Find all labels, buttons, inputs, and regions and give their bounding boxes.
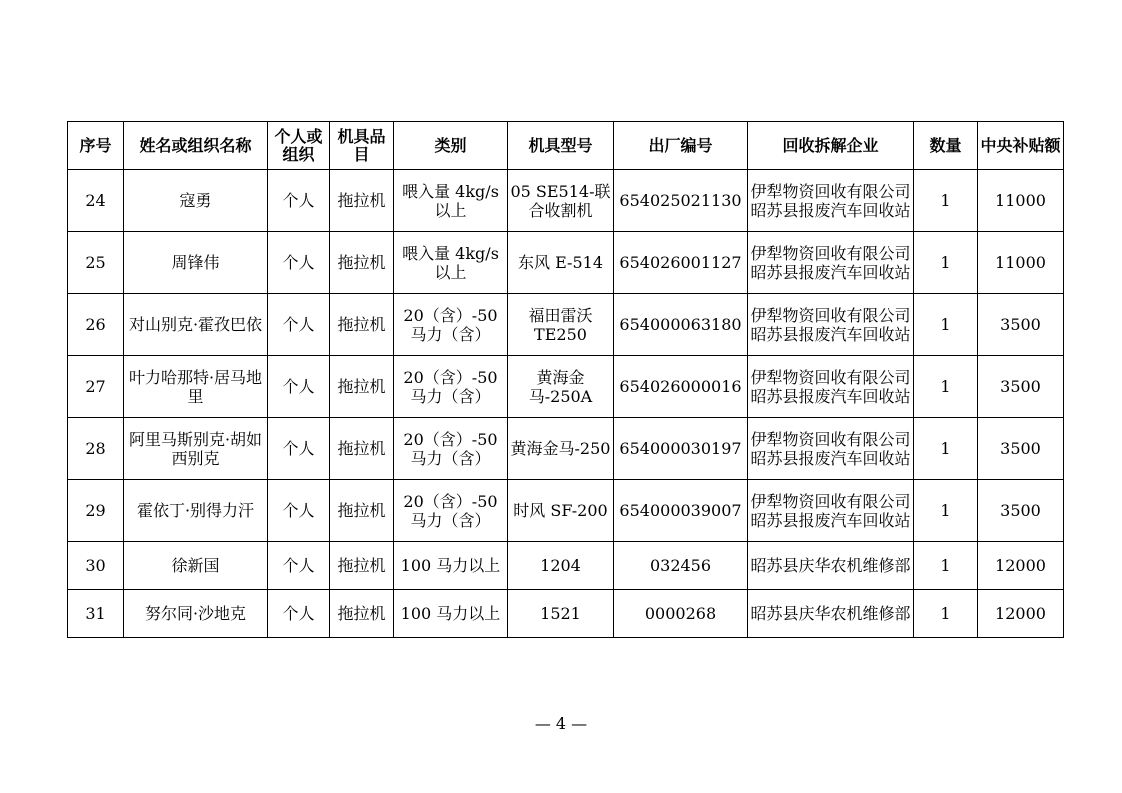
cell-name: 叶力哈那特·居马地里 [124, 356, 268, 418]
cell-qty: 1 [914, 590, 978, 638]
cell-category: 20（含）-50 马力（含） [394, 480, 508, 542]
cell-serial: 0000268 [614, 590, 748, 638]
cell-company: 伊犁物资回收有限公司昭苏县报废汽车回收站 [748, 418, 914, 480]
header-company: 回收拆解企业 [748, 122, 914, 170]
cell-category: 20（含）-50 马力（含） [394, 356, 508, 418]
cell-serial: 654000063180 [614, 294, 748, 356]
cell-model: 时风 SF-200 [508, 480, 614, 542]
cell-model: 1521 [508, 590, 614, 638]
header-type: 个人或组织 [268, 122, 330, 170]
cell-company: 伊犁物资回收有限公司昭苏县报废汽车回收站 [748, 170, 914, 232]
cell-subsidy: 11000 [978, 232, 1064, 294]
header-row [68, 122, 1064, 170]
cell-company: 昭苏县庆华农机维修部 [748, 542, 914, 590]
cell-name: 寇勇 [124, 170, 268, 232]
cell-category: 20（含）-50 马力（含） [394, 418, 508, 480]
table-row [68, 418, 1064, 480]
cell-subsidy: 3500 [978, 480, 1064, 542]
table-row [68, 356, 1064, 418]
cell-type: 个人 [268, 542, 330, 590]
cell-category: 100 马力以上 [394, 542, 508, 590]
cell-subsidy: 3500 [978, 294, 1064, 356]
cell-company: 伊犁物资回收有限公司昭苏县报废汽车回收站 [748, 232, 914, 294]
cell-name: 徐新国 [124, 542, 268, 590]
cell-subsidy: 12000 [978, 542, 1064, 590]
cell-type: 个人 [268, 232, 330, 294]
cell-qty: 1 [914, 542, 978, 590]
cell-name: 阿里马斯别克·胡如西别克 [124, 418, 268, 480]
cell-name: 努尔同·沙地克 [124, 590, 268, 638]
cell-subsidy: 11000 [978, 170, 1064, 232]
table-row [68, 232, 1064, 294]
cell-qty: 1 [914, 232, 978, 294]
cell-model: 福田雷沃 TE250 [508, 294, 614, 356]
subsidy-table [67, 121, 1064, 638]
table-row [68, 480, 1064, 542]
cell-qty: 1 [914, 480, 978, 542]
header-qty: 数量 [914, 122, 978, 170]
cell-company: 昭苏县庆华农机维修部 [748, 590, 914, 638]
cell-no: 27 [68, 356, 124, 418]
header-model: 机具型号 [508, 122, 614, 170]
cell-company: 伊犁物资回收有限公司昭苏县报废汽车回收站 [748, 294, 914, 356]
cell-item: 拖拉机 [330, 480, 394, 542]
cell-item: 拖拉机 [330, 542, 394, 590]
cell-name: 霍依丁·别得力汗 [124, 480, 268, 542]
cell-subsidy: 12000 [978, 590, 1064, 638]
cell-category: 喂入量 4kg/s 以上 [394, 232, 508, 294]
cell-model: 黄海金马-250 [508, 418, 614, 480]
cell-company: 伊犁物资回收有限公司昭苏县报废汽车回收站 [748, 356, 914, 418]
table-row [68, 542, 1064, 590]
header-item: 机具品目 [330, 122, 394, 170]
header-serial: 出厂编号 [614, 122, 748, 170]
cell-type: 个人 [268, 294, 330, 356]
cell-serial: 654025021130 [614, 170, 748, 232]
header-category: 类别 [394, 122, 508, 170]
table-row [68, 294, 1064, 356]
cell-name: 周锋伟 [124, 232, 268, 294]
cell-no: 31 [68, 590, 124, 638]
cell-name: 对山别克·霍孜巴依 [124, 294, 268, 356]
header-no: 序号 [68, 122, 124, 170]
cell-type: 个人 [268, 480, 330, 542]
cell-type: 个人 [268, 590, 330, 638]
cell-type: 个人 [268, 418, 330, 480]
cell-category: 100 马力以上 [394, 590, 508, 638]
cell-subsidy: 3500 [978, 356, 1064, 418]
cell-model: 东风 E-514 [508, 232, 614, 294]
cell-no: 26 [68, 294, 124, 356]
cell-serial: 032456 [614, 542, 748, 590]
cell-subsidy: 3500 [978, 418, 1064, 480]
cell-category: 20（含）-50 马力（含） [394, 294, 508, 356]
cell-company: 伊犁物资回收有限公司昭苏县报废汽车回收站 [748, 480, 914, 542]
header-subsidy: 中央补贴额 [978, 122, 1064, 170]
header-name: 姓名或组织名称 [124, 122, 268, 170]
cell-serial: 654026000016 [614, 356, 748, 418]
cell-no: 30 [68, 542, 124, 590]
cell-item: 拖拉机 [330, 170, 394, 232]
cell-no: 29 [68, 480, 124, 542]
cell-item: 拖拉机 [330, 232, 394, 294]
cell-model: 05 SE514-联合收割机 [508, 170, 614, 232]
cell-type: 个人 [268, 356, 330, 418]
cell-qty: 1 [914, 418, 978, 480]
cell-model: 1204 [508, 542, 614, 590]
cell-no: 24 [68, 170, 124, 232]
cell-qty: 1 [914, 356, 978, 418]
cell-serial: 654026001127 [614, 232, 748, 294]
page-number: — 4 — [534, 714, 588, 733]
cell-item: 拖拉机 [330, 418, 394, 480]
cell-item: 拖拉机 [330, 294, 394, 356]
cell-no: 28 [68, 418, 124, 480]
cell-serial: 654000030197 [614, 418, 748, 480]
cell-category: 喂入量 4kg/s 以上 [394, 170, 508, 232]
cell-qty: 1 [914, 170, 978, 232]
cell-model: 黄海金马-250A [508, 356, 614, 418]
cell-no: 25 [68, 232, 124, 294]
cell-item: 拖拉机 [330, 356, 394, 418]
cell-item: 拖拉机 [330, 590, 394, 638]
cell-qty: 1 [914, 294, 978, 356]
table-row [68, 590, 1064, 638]
cell-type: 个人 [268, 170, 330, 232]
table-row [68, 170, 1064, 232]
cell-serial: 654000039007 [614, 480, 748, 542]
